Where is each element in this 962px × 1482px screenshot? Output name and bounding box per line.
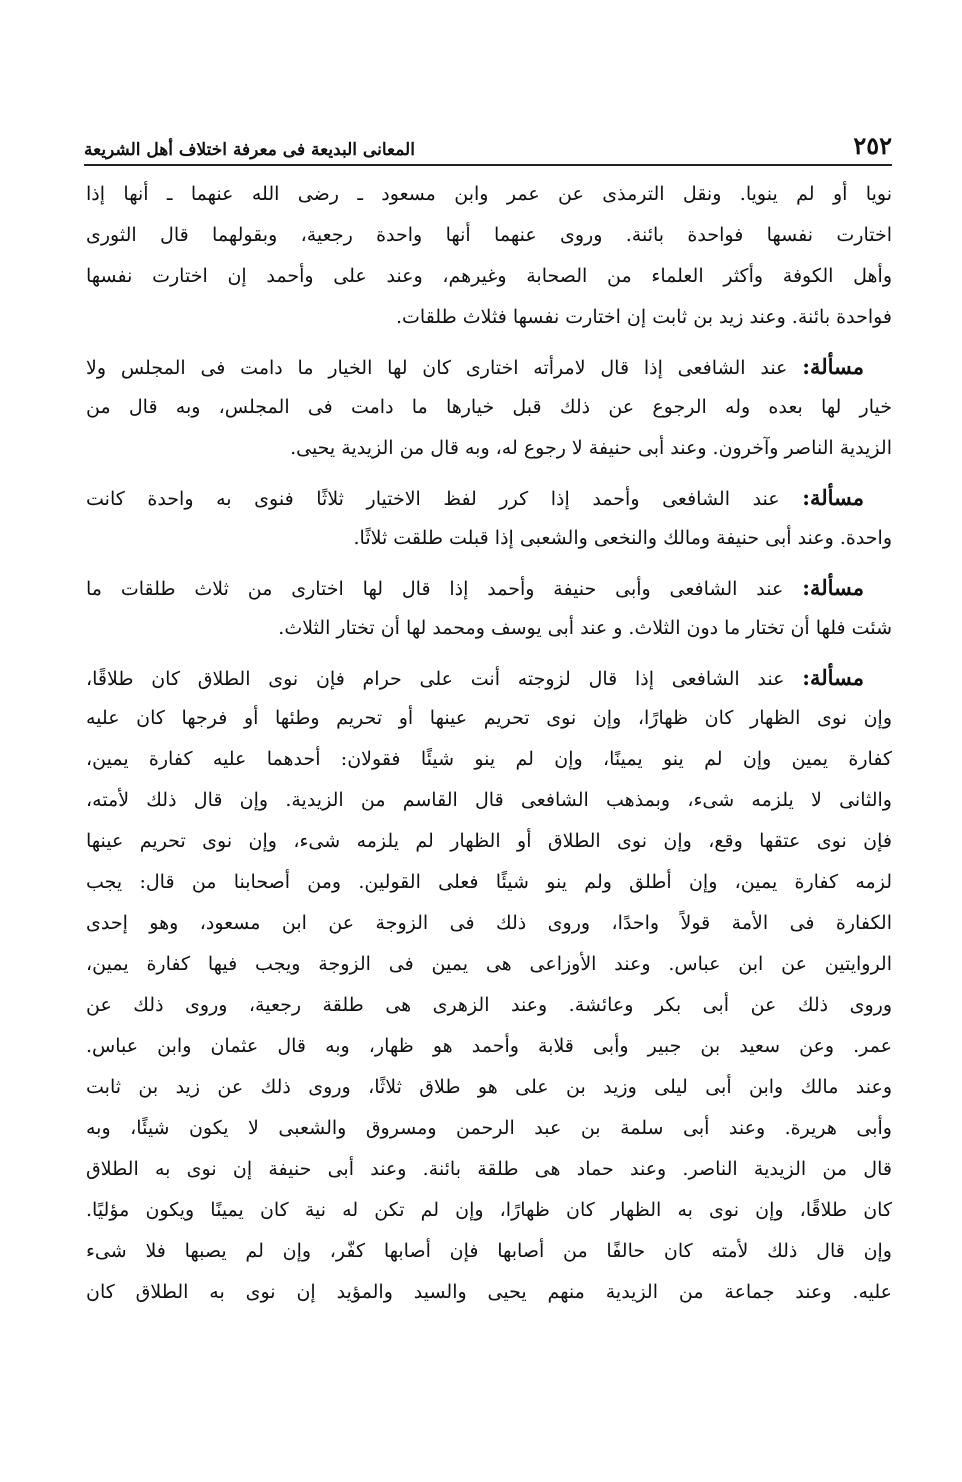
paragraph (86, 174, 892, 338)
text-line: وإن قال ذلك لأمته كان حالفًا من أصابها فإن أصابها كفّر، وإن لم يصبها فلا شىء (86, 1240, 892, 1262)
issue-paragraph (86, 657, 892, 1313)
page-header (84, 124, 892, 160)
text-line: وإن نوى الظهار كان ظهارًا، وإن نوى تحريم عينها أو تحريم وطئها أو فرجها كان عليه (86, 707, 892, 729)
line-text: عند الشافعى وأحمد إذا كرر لفظ الاختيار ثلاثًا فنوى به واحدة كانت (86, 488, 803, 510)
issue-paragraph (86, 346, 892, 469)
text-line: قال من الزيدية الناصر. وعند حماد هى طلقة بائنة. وعند أبى حنيفة إن نوى به الطلاق (86, 1158, 892, 1180)
page-body (86, 174, 892, 1321)
text-line: اختارت نفسها فواحدة بائنة. وروى عنهما أنها واحدة رجعية، وبقولهما قال الثورى (86, 224, 892, 246)
text-line: كفارة يمين وإن لم ينو يمينًا، وإن لم ينو شيئًا فقولان: أحدهما عليه كفارة يمين، (86, 748, 892, 770)
text-line: كان طلاقًا، وإن نوى به الظهار كان ظهارًا، وإن لم تكن له نية كان يمينًا ويكون مؤليًا. (86, 1199, 892, 1221)
text-line: وعند مالك وابن أبى ليلى وزيد بن على هو طلاق ثلاثًا، وروى ذلك عن زيد بن ثابت (86, 1076, 892, 1098)
page-number: ٢٥٢ (853, 131, 892, 160)
text-line: خيار لها بعده وله الرجوع عن ذلك قبل خيارها ما دامت فى المجلس، وبه قال من (86, 396, 892, 418)
text-line: فإن نوى عتقها وقع، وإن نوى الطلاق أو الظهار لم يلزمه شىء، وإن نوى تحريم عينها (86, 830, 892, 852)
text-line: الزيدية الناصر وآخرون. وعند أبى حنيفة لا رجوع له، وبه قال من الزيدية يحيى. (290, 437, 892, 459)
text-line: وروى ذلك عن أبى بكر وعائشة. وعند الزهرى هى طلقة رجعية، وروى ذلك عن (86, 994, 892, 1016)
text-line: شئت فلها أن تختار ما دون الثلاث. و عند أبى يوسف ومحمد لها أن تختار الثلاث. (278, 617, 892, 639)
issue-paragraph (86, 567, 892, 649)
text-line: واحدة. وعند أبى حنيفة ومالك والنخعى والشعبى إذا قبلت طلقت ثلاثًا. (353, 527, 892, 549)
issue-keyword: مسألة: (802, 485, 864, 510)
text-line: نويا أو لم ينويا. ونقل الترمذى عن عمر وابن مسعود ـ رضى الله عنهما ـ أنها إذا (86, 183, 892, 205)
text-line (86, 477, 892, 518)
text-line: الكفارة فى الأمة قولاً واحدًا، وروى ذلك فى الزوجة عن ابن مسعود، وهو إحدى (86, 912, 892, 934)
text-line: والثانى لا يلزمه شىء، وبمذهب الشافعى قال القاسم من الزيدية. وإن قال ذلك لأمته، (86, 789, 892, 811)
issue-keyword: مسألة: (802, 665, 864, 690)
header-rule (84, 164, 892, 166)
running-title: المعانى البديعة فى معرفة اختلاف أهل الشريعة (84, 140, 415, 160)
issue-keyword: مسألة: (802, 354, 864, 379)
text-line: وأهل الكوفة وأكثر العلماء من الصحابة وغيرهم، وعند على وأحمد إن اختارت نفسها (86, 265, 892, 287)
text-line (86, 346, 892, 387)
text-line: وأبى هريرة. وعند أبى سلمة بن عبد الرحمن ومسروق والشعبى لا يكون شيئًا، وبه (86, 1117, 892, 1139)
text-line (86, 567, 892, 608)
text-line: عليه. وعند جماعة من الزيدية منهم يحيى والسيد والمؤيد إن نوى به الطلاق كان (86, 1281, 892, 1303)
text-line: عمر. وعن سعيد بن جبير وأبى قلابة وأحمد هو ظهار، وبه قال عثمان وابن عباس. (86, 1035, 892, 1057)
text-line: فواحدة بائنة. وعند زيد بن ثابت إن اختارت نفسها فثلاث طلقات. (395, 306, 892, 328)
line-text: عند الشافعى وأبى حنيفة وأحمد إذا قال لها اختارى من ثلاث طلقات ما (86, 578, 803, 600)
text-line: الروايتين عن ابن عباس. وعند الأوزاعى هى يمين فى الزوجة ويجب فيها كفارة يمين، (86, 953, 892, 975)
issue-paragraph (86, 477, 892, 559)
line-text: عند الشافعى إذا قال لزوجته أنت على حرام فإن نوى الطلاق كان طلاقًا، (86, 668, 803, 690)
text-line (86, 657, 892, 698)
text-line: لزمه كفارة يمين، وإن أطلق ولم ينو شيئًا فعلى القولين. ومن أصحابنا من قال: يجب (86, 871, 892, 893)
line-text: عند الشافعى إذا قال لامرأته اختارى كان لها الخيار ما دامت فى المجلس ولا (86, 357, 803, 379)
issue-keyword: مسألة: (802, 575, 864, 600)
